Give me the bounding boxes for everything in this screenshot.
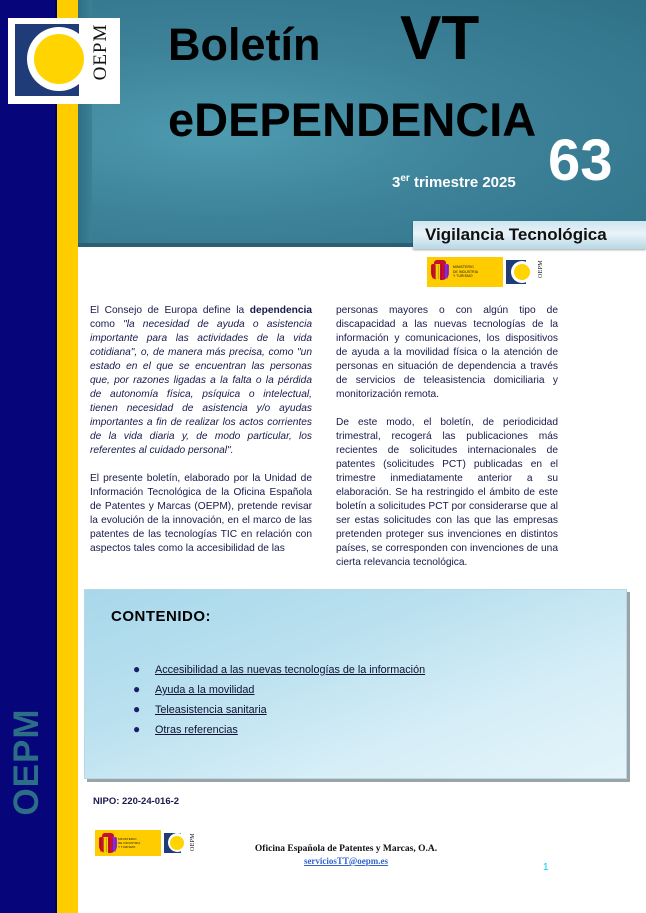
body-paragraph-4: De este modo, el boletín, de periodicidad trimestral, recogerá las publicaciones más recientes de solicitudes internacionales de patentes (solicitudes PCT) publicadas en el trimestre inmediatamente anterior a su elaboración. Se ha restringido el ámbito de este boletín a solicitudes PCT por considerarse que al ser estas solicitudes con las que las empresas pretenden proteger sus invenciones en distintos países, se corresponden con invenciones de una cierta relevancia tecnológica. <box>336 417 558 568</box>
ministry-line-2: DE INDUSTRIA <box>453 269 479 274</box>
body-paragraph-2: El presente boletín, elaborado por la Unidad de Información Tecnológica de la Oficina Española de Patentes y Marcas (OEPM), pretende revisar la evolución de la innovación, en el marco de las patentes de las tecnologías TIC en relación con aspectos tales como la accesibilidad de las <box>90 473 312 554</box>
contenido-link-movilidad[interactable]: Ayuda a la movilidad <box>155 684 255 696</box>
quarter-prefix: 3 <box>392 174 401 191</box>
list-item[interactable] <box>133 682 603 697</box>
ministry-logo <box>427 257 503 287</box>
quarter-ordinal-suffix: er <box>400 173 410 184</box>
page-title-boletin: Boletín <box>168 19 321 70</box>
contenido-title: CONTENIDO: <box>111 608 211 625</box>
oepm-logo <box>8 18 120 104</box>
sidebar-oepm-vertical-label: OEPM <box>7 708 46 816</box>
bullet-icon: ● <box>133 722 141 736</box>
list-item[interactable] <box>133 722 603 737</box>
list-item[interactable] <box>133 702 603 717</box>
spain-coat-of-arms-icon <box>430 260 450 284</box>
ministry-line-1: MINISTERIO <box>453 265 474 270</box>
body-paragraph-1 <box>90 304 312 458</box>
nipo-code: NIPO: 220-24-016-2 <box>93 796 180 807</box>
ministry-line-3: Y TURISMO <box>453 274 473 279</box>
body-paragraph-3: personas mayores o con algún tipo de discapacidad a las nuevas tecnologías de la información y comunicaciones, los dispositivos de ayuda a la movilidad física o la atención de personas en situación de dependencia a través de servicios de teleasistencia domiciliaria y monitorización remota. <box>336 305 558 400</box>
paragraph-1-bold-term: dependencia <box>249 305 312 316</box>
ministry-line-1: MINISTERIO <box>118 837 137 841</box>
oepm-logo-yellow-circle <box>34 34 84 84</box>
contenido-link-accesibilidad[interactable]: Accesibilidad a las nuevas tecnologías de la información <box>155 664 426 676</box>
ministry-line-2: DE INDUSTRIA <box>118 841 141 845</box>
list-item[interactable] <box>133 662 603 677</box>
oepm-mini-logo <box>503 257 549 287</box>
page-number: 1 <box>543 862 549 873</box>
government-logos-header <box>427 257 549 287</box>
page-title-vt: VT <box>400 4 480 73</box>
bullet-icon: ● <box>133 702 141 716</box>
oepm-logo-label: OEPM <box>90 23 111 81</box>
vigilancia-tecnologica-label: Vigilancia Tecnológica <box>425 225 607 244</box>
paragraph-1-part-a: El Consejo de Europa define la <box>90 305 250 316</box>
paragraph-1-quote: "la necesidad de ayuda o asistencia importante para las actividades de la vida cotidiana", o, de manera más precisa, como "un estado en el que se encuentran las personas que, por razones ligadas a la falta o la pérdida de autonomía física, psíquica o intelectual, tienen necesidad de asistencia y/o ayudas importantes a fin de realizar los actos corrientes de la vida diaria y, de modo particular, los referentes al cuidado personal". <box>90 319 312 456</box>
footer-organization <box>231 843 461 867</box>
quarter-rest: trimestre 2025 <box>409 174 516 191</box>
body-column-left <box>90 304 312 556</box>
issue-number: 63 <box>548 128 613 193</box>
oepm-mini-logo-label: OEPM <box>190 833 196 851</box>
contenido-link-otras-referencias[interactable]: Otras referencias <box>155 724 238 736</box>
footer-email-link[interactable]: serviciosTT@oepm.es <box>303 856 389 866</box>
ministry-logo-text <box>453 265 478 279</box>
issue-quarter-label <box>392 173 516 191</box>
bullet-icon: ● <box>133 682 141 696</box>
ministry-logo-footer <box>95 830 161 856</box>
page-title-edependencia: eDEPENDENCIA <box>168 93 537 146</box>
spain-coat-of-arms-icon <box>98 833 115 854</box>
bullet-icon: ● <box>133 662 141 676</box>
oepm-mini-logo-label: OEPM <box>538 260 544 278</box>
oepm-mini-logo-footer <box>161 830 201 856</box>
government-logos-footer <box>95 830 201 856</box>
footer-organization-name: Oficina Española de Patentes y Marcas, O.A. <box>254 844 438 854</box>
contenido-list <box>133 662 603 742</box>
ministry-logo-text-footer <box>118 837 140 849</box>
contenido-box <box>84 589 627 779</box>
sidebar-yellow-band <box>57 0 78 913</box>
vigilancia-tecnologica-tab[interactable] <box>413 221 646 249</box>
ministry-line-3: Y TURISMO <box>118 845 136 849</box>
body-column-right <box>336 304 558 570</box>
paragraph-1-part-b: como <box>90 319 124 330</box>
contenido-link-teleasistencia[interactable]: Teleasistencia sanitaria <box>155 704 267 716</box>
